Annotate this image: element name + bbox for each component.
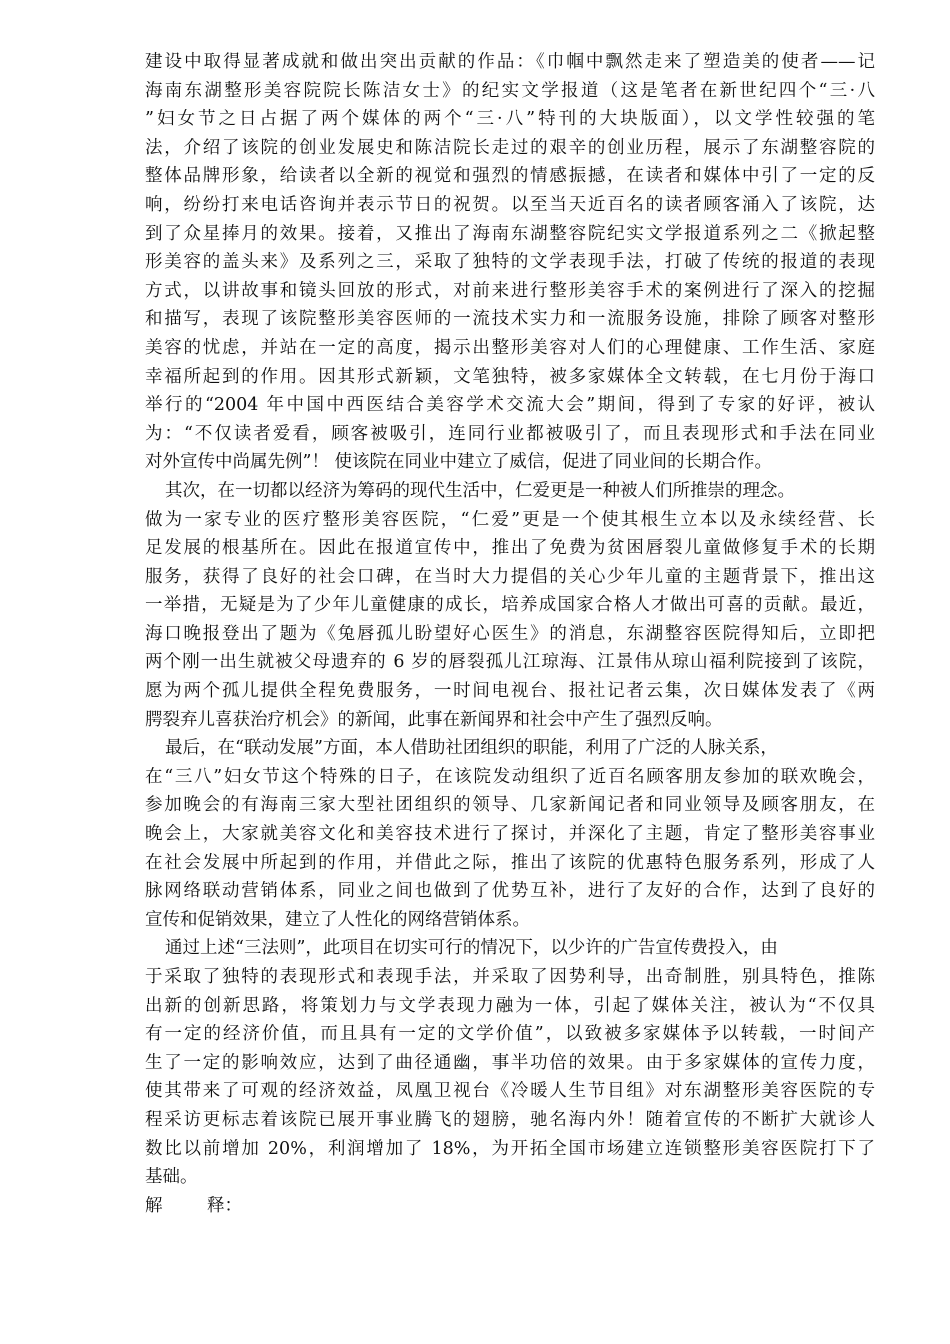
text-line: 最后，在“联动发展”方面，本人借助社团组织的职能，利用了广泛的人脉关系， (165, 738, 778, 759)
text-line: 基础。 (145, 1167, 198, 1188)
text-line: 服务，获得了良好的社会口碑，在当时大力提倡的关心少年儿童的主题背景下，推出这 (145, 566, 875, 587)
text-line: 两个刚一出生就被父母遗弃的 6 岁的唇裂孤儿江琼海、江景伟从琼山福利院接到了该院， (145, 652, 875, 673)
text-line: 举行的“2004 年中国中西医结合美容学术交流大会”期间，得到了专家的好评，被认 (145, 395, 875, 416)
text-line: 到了众星捧月的效果。接着，又推出了海南东湖整容院纪实文学报道系列之二《掀起整 (145, 223, 875, 244)
text-line: 整体品牌形象，给读者以全新的视觉和强烈的情感振撼，在读者和媒体中引了一定的反 (145, 166, 875, 187)
text-line: 为：“不仅读者爱看，顾客被吸引，连同行业都被吸引了，而且表现形式和手法在同业 (145, 423, 875, 444)
text-line: 对外宣传中尚属先例”！ 使该院在同业中建立了威信，促进了同业间的长期合作。 (145, 452, 773, 473)
text-line: 晚会上，大家就美容文化和美容技术进行了探讨，并深化了主题，肯定了整形美容事业 (145, 824, 875, 845)
text-line: 一举措，无疑是为了少年儿童健康的成长，培养成国家合格人才做出可喜的贡献。最近， (145, 595, 875, 616)
text-line: 建设中取得显著成就和做出突出贡献的作品：《巾帼中飘然走来了塑造美的使者——记 (145, 52, 875, 72)
text-line: 通过上述“三法则”，此项目在切实可行的情况下，以少许的广告宣传费投入，由 (165, 938, 778, 959)
text-line: 数比以前增加 20%，利润增加了 18%，为开拓全国市场建立连锁整形美容医院打下了 (145, 1138, 875, 1159)
text-line: 足发展的根基所在。因此在报道宣传中，推出了免费为贫困唇裂儿童做修复手术的长期 (145, 538, 875, 559)
text-line: 响，纷纷打来电话咨询并表示节日的祝贺。以至当天近百名的读者顾客涌入了该院，达 (145, 194, 875, 215)
text-line: 出新的创新思路，将策划力与文学表现力融为一体，引起了媒体关注，被认为“不仅具 (145, 995, 875, 1016)
text-line: 有一定的经济价值，而且具有一定的文学价值”，以致被多家媒体予以转载，一时间产 (145, 1024, 875, 1045)
text-line: 形美容的盖头来》及系列之三，采取了独特的文学表现手法，打破了传统的报道的表现 (145, 252, 875, 273)
text-line: 海南东湖整形美容院院长陈洁女士》的纪实文学报道（这是笔者在新世纪四个“三·八 (145, 80, 875, 101)
text-line: 宣传和促销效果，建立了人性化的网络营销体系。 (145, 909, 530, 930)
text-line: 和描写，表现了该院整形美容医师的一流技术实力和一流服务设施，排除了顾客对整形 (145, 309, 875, 330)
text-line: 程采访更标志着该院已展开事业腾飞的翅膀，驰名海内外！随着宣传的不断扩大就诊人 (145, 1109, 875, 1130)
text-line: 幸福所起到的作用。因其形式新颖，文笔独特，被多家媒体全文转载，在七月份于海口 (145, 366, 875, 387)
text-line: 脉网络联动营销体系，同业之间也做到了优势互补，进行了友好的合作，达到了良好的 (145, 881, 875, 902)
text-line: 其次，在一切都以经济为筹码的现代生活中，仁爱更是一种被人们所推崇的理念。 (165, 480, 795, 501)
paragraph-4 (145, 934, 875, 1191)
paragraph-3 (145, 734, 875, 934)
text-line: 生了一定的影响效应，达到了曲径通幽，事半功倍的效果。由于多家媒体的宣传力度， (145, 1052, 875, 1073)
text-line: 腭裂弃儿喜获治疗机会》的新闻，此事在新闻界和社会中产生了强烈反响。 (145, 709, 723, 730)
paragraph-1 (145, 48, 875, 477)
text-line: 在“三八”妇女节这个特殊的日子，在该院发动组织了近百名顾客朋友参加的联欢晚会， (145, 766, 875, 787)
document-body (145, 48, 875, 1220)
paragraph-2 (145, 477, 875, 734)
text-line: 在社会发展中所起到的作用，并借此之际，推出了该院的优惠特色服务系列，形成了人 (145, 852, 875, 873)
text-line: 法，介绍了该院的创业发展史和陈洁院长走过的艰辛的创业历程，展示了东湖整容院的 (145, 137, 875, 158)
explanation-label: 解 释： (145, 1195, 243, 1216)
text-line: 美容的忧虑，并站在一定的高度，揭示出整形美容对人们的心理健康、工作生活、家庭 (145, 337, 875, 358)
text-line: 使其带来了可观的经济效益，凤凰卫视台《冷暖人生节目组》对东湖整形美容医院的专 (145, 1081, 875, 1102)
text-line: 海口晚报登出了题为《兔唇孤儿盼望好心医生》的消息，东湖整容医院得知后，立即把 (145, 623, 875, 644)
text-line: ”妇女节之日占据了两个媒体的两个“三·八”特刊的大块版面），以文学性较强的笔 (145, 109, 875, 130)
text-line: 于采取了独特的表现形式和表现手法，并采取了因势利导，出奇制胜，别具特色，推陈 (145, 967, 875, 987)
text-line: 愿为两个孤儿提供全程免费服务，一时间电视台、报社记者云集，次日媒体发表了《两 (145, 681, 875, 702)
text-line: 参加晚会的有海南三家大型社团组织的领导、几家新闻记者和同业领导及顾客朋友，在 (145, 795, 875, 816)
text-line: 做为一家专业的医疗整形美容医院，“仁爱”更是一个使其根生立本以及永续经营、长 (145, 509, 875, 530)
text-line: 方式，以讲故事和镜头回放的形式，对前来进行整形美容手术的案例进行了深入的挖掘 (145, 280, 875, 301)
